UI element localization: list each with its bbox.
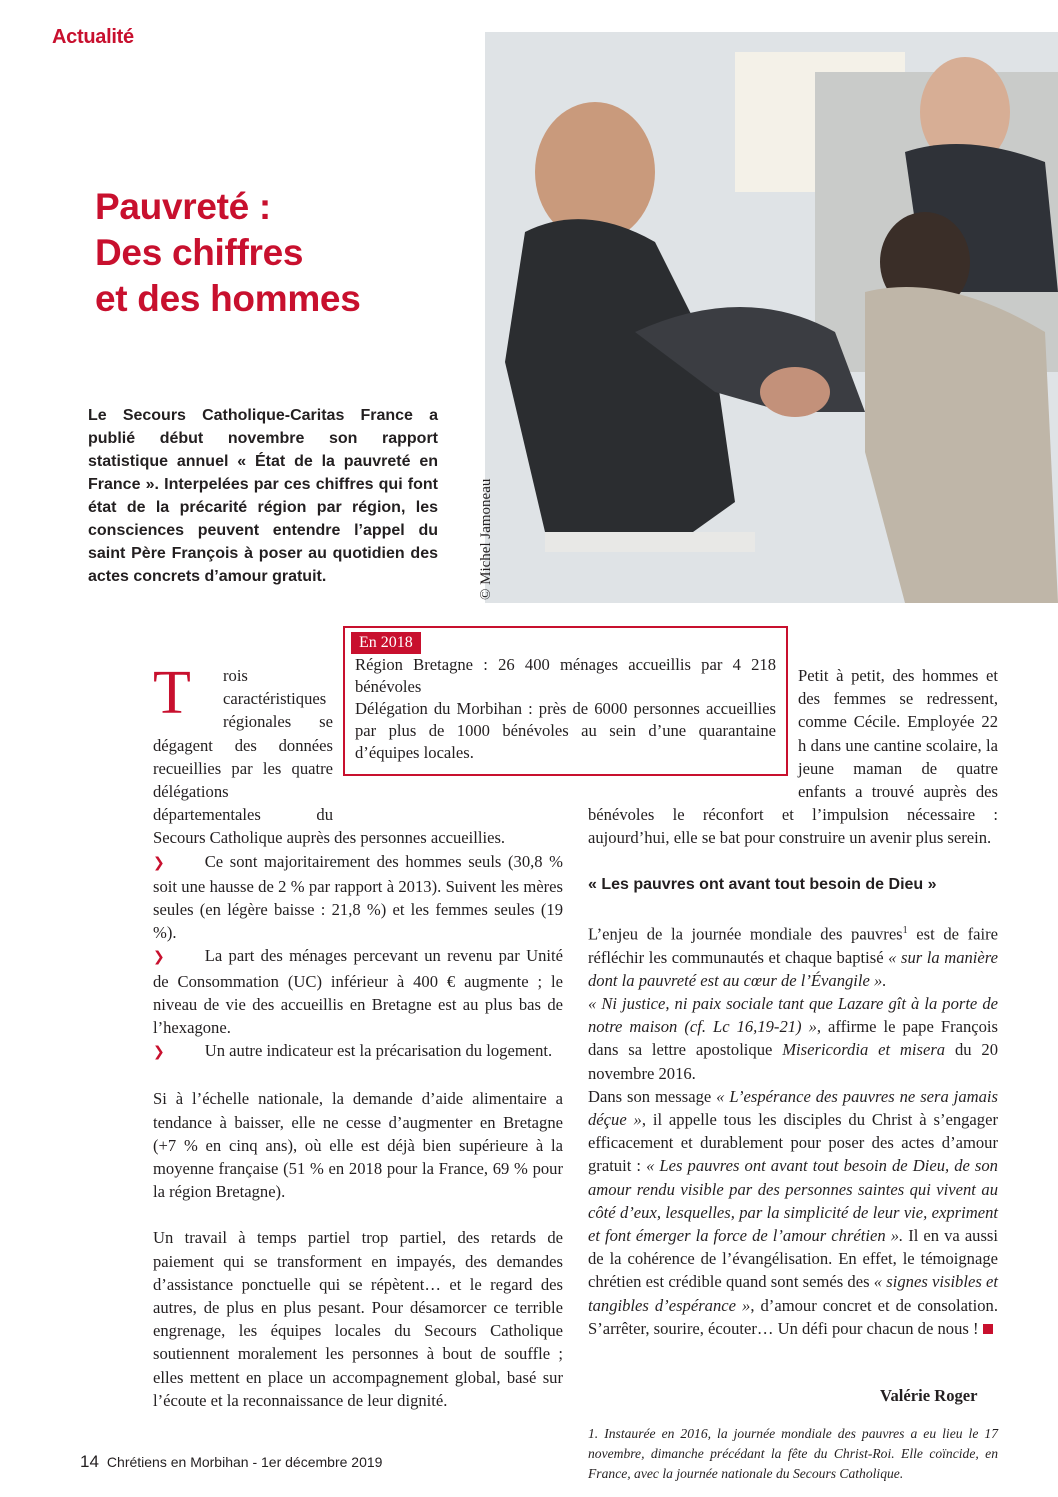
bullet-arrow-icon: ❯ [153, 949, 165, 966]
section-label: Actualité [52, 26, 134, 48]
paragraph-2: Si à l’échelle nationale, la demande d’aide alimentaire a tendance à baisser, elle ne cesse d’augmenter en Bretagne (+7 % en cinq ans), où elle est déjà bien supérieure à la moyenne française (51 % en 2018 pour la France, 69 % pour la région Bretagne). [153, 1089, 563, 1202]
bullet-2: La part des ménages percevant un revenu par Unité de Consommation (UC) inférieur à 400 € augmente ; le niveau de vie des accueillis en Bretagne est au plus bas de l’hexagone. [153, 946, 563, 1038]
bullet-1: Ce sont majoritairement des hommes seuls (30,8 % soit une hausse de 2 % par rapport à 2013). Suivent les mères seules (en légère baisse : 21,8 %) et les femmes seules (19 %). [153, 851, 563, 943]
issue-date: 1er décembre 2019 [261, 1454, 383, 1470]
headline-line-3: et des hommes [95, 278, 361, 319]
right-paragraph-2: L’enjeu de la journée mondiale des pauvres$^1$ est de faire réfléchir les communautés et chaque baptisé « sur la manière dont la pauvreté est au cœur de l’Évangile ». [588, 924, 998, 990]
drop-cap: T [153, 659, 191, 727]
headline-line-1: Pauvreté : [95, 186, 271, 227]
right-paragraph-3: « Ni justice, ni paix sociale tant que Lazare gît à la porte de notre maison (cf. Lc 16,19-21) », affirme le pape François dans sa lettre apostolique Misericordia et misera du 20 novembre 2016. [588, 993, 998, 1083]
subheading: « Les pauvres ont avant tout besoin de Dieu » [588, 875, 937, 893]
article-lead: Le Secours Catholique-Caritas France a publié début novembre son rapport statistique annuel « État de la pauvreté en France ». Interpelées par ces chiffres qui font état de la précarité région par région, les consciences peuvent entendre l’appel du saint Père François à poser au quotidien des actes concrets d’amour gratuit. [88, 407, 438, 585]
photo-credit: © Michel Jamoneau [478, 478, 494, 600]
stats-box-tag: En 2018 [351, 632, 421, 654]
page-number: 14 [80, 1452, 99, 1471]
publication-name: Chrétiens en Morbihan [106, 1454, 249, 1470]
headline-line-2: Des chiffres [95, 232, 304, 273]
article-headline [95, 184, 360, 322]
bullet-arrow-icon: ❯ [153, 854, 165, 871]
right-column [588, 664, 998, 1340]
stats-box-line-2: Délégation du Morbihan : près de 6000 personnes accueillies par plus de 1000 bénévoles au sein d’une quarantaine d’équipes locales. [355, 699, 776, 762]
bullet-arrow-icon: ❯ [153, 1044, 165, 1061]
stats-box-line-1: Région Bretagne : 26 400 ménages accueillis par 4 218 bénévoles [355, 655, 776, 696]
footnote: 1. Instaurée en 2016, la journée mondiale des pauvres a eu lieu le 17 novembre, dimanche précédant la fête du Christ-Roi. Elle coïncide, en France, avec la journée nationale du Secours Catholique. [588, 1426, 998, 1481]
right-paragraph-1: Petit à petit, des hommes et des femmes se redressent, comme Cécile. Employée 22 h dans une cantine scolaire, la jeune maman de quatre enfants a trouvé auprès des bénévoles le réconfort et l’impulsion nécessaire : aujourd’hui, elle se bat pour construire un avenir plus serein. [588, 666, 998, 848]
end-mark-icon [983, 1324, 993, 1334]
article-photo [485, 32, 1058, 603]
bullet-3: Un autre indicateur est la précarisation du logement. [204, 1041, 553, 1061]
author-signature: Valérie Roger [880, 1386, 978, 1405]
left-column-text [153, 659, 563, 1412]
paragraph-3: Un travail à temps partiel trop partiel, des retards de paiement qui se transforment en impayés, des demandes d’assistance ponctuelle qui se répètent… et le regard des autres, de plus en plus pesant. Pour désamorcer ce terrible engrenage, les équipes locales du Secours Catholique soutiennent moralement les personnes à bout de souffle ; elles mettent en place un accompagnement global, basé sur l’écoute et la reconnaissance de leur dignité. [153, 1228, 563, 1410]
page-footer: 14 Chrétiens en Morbihan - 1er décembre 2019 [80, 1452, 383, 1471]
intro-paragraph: rois caractéristiques régionales se dégagent des données recueillies par les quatre délégations départementales du Secours Catholique auprès des personnes accueillies. [153, 666, 506, 848]
right-paragraph-4: Dans son message « L’espérance des pauvres ne sera jamais déçue », il appelle tous les disciples du Christ à s’engager efficacement et durablement pour poser des actes d’amour gratuit : « Les pauvres ont avant tout besoin de Dieu, de son amour rendu visible par des personnes saintes qui vivent au côté d’eux, lesquelles, par la simplicité de leur vie, expriment et font émerger la force de l’amour chrétien ». Il en va aussi de la cohérence de l’évangélisation. En effet, le témoignage chrétien est crédible quand sont semés des « signes visibles et tangibles d’espérance », d’amour concret et de consolation. S’arrêter, sourire, écouter… Un défi pour chacun de nous ! [588, 1086, 999, 1338]
